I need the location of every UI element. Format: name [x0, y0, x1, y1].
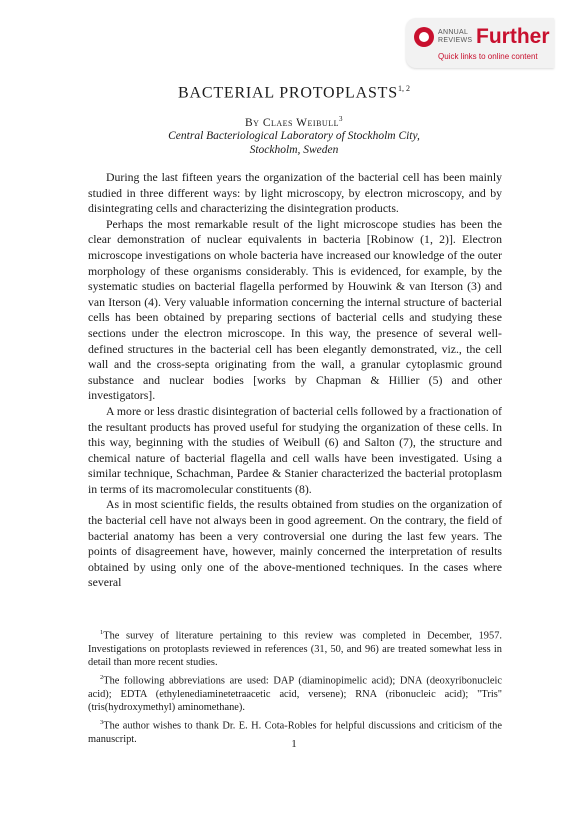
- banner-subtitle: Quick links to online content: [438, 52, 538, 61]
- banner-annual-reviews-label: ANNUAL REVIEWS: [438, 29, 473, 44]
- author-footnote-ref: 3: [338, 115, 343, 123]
- article-title: [0, 84, 588, 102]
- paragraph: A more or less drastic disintegration of bacterial cells followed by a fractionation of the resultant products has proved useful for studying the organization of these cells. In this way, beginning with the studies of Weibull (6) and Salton (7), the structure and chemical nature of bacterial flagella and cell walls have been investigated. Using a similar technique, Schachman, Pardee & Stanier characterized the bacterial protoplasm in terms of its macromolecular constituents (8).: [88, 403, 502, 496]
- footnotes: [88, 626, 502, 748]
- paragraph: During the last fifteen years the organization of the bacterial cell has been mainly studied in three different ways: by light microscopy, by electron microscopy, and by disintegrating cells and characterizing the disintegration products.: [88, 170, 502, 216]
- affiliation-line-1: Central Bacteriological Laboratory of Stockholm City,: [168, 130, 420, 142]
- footnote-text: The author wishes to thank Dr. E. H. Cota-Robles for helpful discussions and criticism of the manuscript.: [88, 720, 502, 745]
- paragraph: As in most scientific fields, the results obtained from studies on the organization of the bacterial cell have not always been in good agreement. On the contrary, the field of bacterial anatomy has been a very controversial one during the last few years. The points of disagreement have, however, mainly concerned the interpretation of results obtained by using only one of the above-mentioned techniques. In the cases where several: [88, 497, 502, 590]
- affiliation-line-2: Stockholm, Sweden: [249, 144, 339, 156]
- footnote: [88, 626, 502, 669]
- footnote-mark: 2: [100, 674, 104, 682]
- paragraph: Perhaps the most remarkable result of the light microscope studies has been the clear demonstration of nuclear equivalents in bacteria [Robinow (1, 2)]. Electron microscope investigations on whole bacteria have increased our knowledge of the outer morphology of these organisms considerably. This is evidenced, for example, by the systematic studies on bacterial flagella performed by Houwink & van Iterson (3) and van Iterson (4). Very valuable information concerning the internal structure of bacterial cells has been obtained by preparing sections of bacterial cells and studying these sections under the electron microscope. In this way, the presence of several well-defined structures in the bacterial cell has been elegantly demonstrated, viz., the cell wall and the cross-septa originating from the wall, a granular cytoplasmic ground substance and nuclear bodies [works by Chapman & Hillier (5) and other investigators].: [88, 216, 502, 403]
- further-banner[interactable]: [406, 18, 554, 68]
- footnote-text: The following abbreviations are used: DAP (diaminopimelic acid); DNA (deoxyribonucleic acid); EDTA (ethylenediaminetetraacetic acid, versene); RNA (ribonucleic acid); "Tris" (tris(hydroxymethyl) aminomethane).: [88, 675, 502, 713]
- footnote: [88, 671, 502, 714]
- author-line: [0, 115, 588, 129]
- title-footnote-refs: 1, 2: [397, 84, 410, 93]
- footnote-mark: 3: [100, 719, 104, 727]
- affiliation: [0, 129, 588, 157]
- body-text: [88, 170, 502, 591]
- annual-reviews-logo-icon: [414, 27, 434, 47]
- title-text: BACTERIAL PROTOPLASTS: [178, 84, 398, 102]
- footnote-mark: 1: [100, 629, 104, 636]
- banner-further-label: Further: [476, 25, 550, 48]
- author-name: By Claes Weibull: [245, 116, 339, 129]
- footnote-text: The survey of literature pertaining to this review was completed in December, 1957. Investigations on protoplasts reviewed in references (31, 50, and 96) are treated somewhat less in detail than more recent studies.: [88, 630, 502, 668]
- page-number: 1: [291, 738, 297, 750]
